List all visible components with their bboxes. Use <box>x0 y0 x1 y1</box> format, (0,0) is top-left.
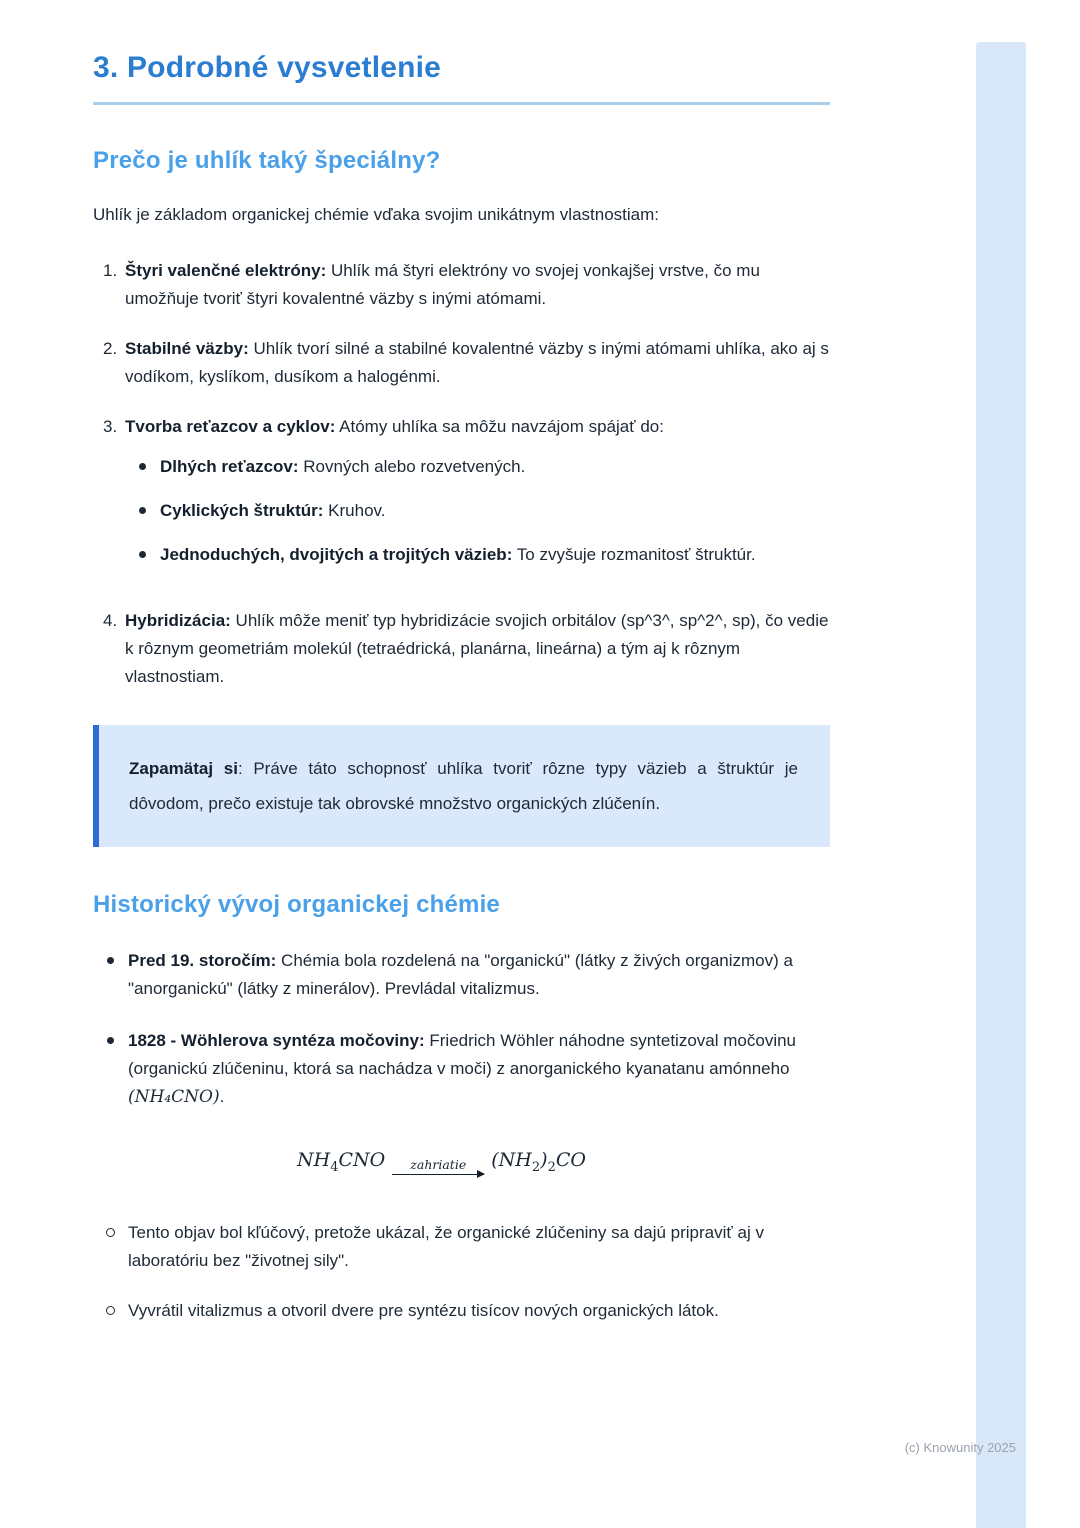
reaction-arrow <box>392 1159 484 1175</box>
bullet-disc-icon <box>139 551 146 558</box>
callout-text <box>129 751 798 821</box>
list-item <box>93 1027 830 1111</box>
bullet-disc-icon <box>139 507 146 514</box>
item-text: Tento objav bol kľúčový, pretože ukázal, že organické zlúčeniny sa dajú pripraviť aj v laboratóriu bez "životnej sily". <box>128 1222 764 1270</box>
formula-lhs <box>297 1149 386 1175</box>
list-item <box>125 453 830 481</box>
list-item <box>125 497 830 525</box>
item-body: Uhlík môže meniť typ hybridizácie svojich orbitálov (sp^3^, sp^2^, sp), čo vedie k rôznym geometriám molekúl (tetraédrická, planárna, lineárna) a tým aj k rôznym vlastnostiam. <box>125 611 829 686</box>
formula-text: NH <box>297 1149 331 1171</box>
bullet-disc-icon <box>107 957 114 964</box>
item-lead: Hybridizácia: <box>125 611 231 630</box>
item-text <box>128 1027 830 1111</box>
document-page <box>93 50 830 1347</box>
item-text <box>125 413 830 585</box>
item-lead: Dlhých reťazcov: <box>160 457 299 476</box>
item-body: Uhlík má štyri elektróny vo svojej vonkajšej vrstve, čo mu umožňuje tvoriť štyri kovalentné väzby s inými atómami. <box>125 261 760 308</box>
item-body: Kruhov. <box>323 501 386 520</box>
item-lead: 1828 - Wöhlerova syntéza močoviny: <box>128 1031 425 1050</box>
item-body: Chémia bola rozdelená na "organickú" (látky z živých organizmov) a "anorganickú" (látky z minerálov). Prevládal vitalizmus. <box>128 951 793 998</box>
formula-text: CNO <box>338 1149 386 1171</box>
item-lead: Štyri valenčné elektróny: <box>125 261 327 280</box>
list-item <box>93 1219 830 1275</box>
item-number: 1. <box>103 261 118 280</box>
list-item <box>103 607 830 691</box>
arrow-label: zahriatie <box>410 1157 467 1172</box>
right-margin-strip <box>976 42 1026 1528</box>
bullet-ring-icon <box>106 1306 115 1315</box>
item-body: Atómy uhlíka sa môžu navzájom spájať do: <box>335 417 664 436</box>
intro-paragraph: Uhlík je základom organickej chémie vďaka svojim unikátnym vlastnostiam: <box>93 205 660 224</box>
history-bullet-list <box>93 947 830 1111</box>
section-heading-carbon: Prečo je uhlík taký špeciálny? <box>93 147 441 174</box>
list-item <box>103 413 830 585</box>
item-body: Friedrich Wöhler náhodne syntetizoval močovinu (organickú zlúčeninu, ktorá sa nachádza v moči) z anorganického kyanatanu amónneho <box>128 1031 796 1078</box>
item-number: 2. <box>103 339 118 358</box>
inline-formula: (NH₄CNO) <box>128 1087 220 1107</box>
title-divider <box>93 102 830 105</box>
formula-text: ) <box>540 1149 548 1171</box>
callout-lead: Zapamätaj si <box>129 759 238 778</box>
reaction-formula <box>93 1149 790 1175</box>
bullet-disc-icon <box>107 1037 114 1044</box>
formula-subscript: 2 <box>531 1159 541 1175</box>
sub-bullet-list <box>125 453 830 569</box>
item-text <box>128 947 830 1003</box>
remember-callout <box>93 725 830 847</box>
formula-text: CO <box>555 1149 586 1171</box>
list-item <box>125 541 830 569</box>
item-text <box>160 497 386 525</box>
callout-body: : Práve táto schopnosť uhlíka tvoriť rôzne typy väzieb a štruktúr je dôvodom, prečo existuje tak obrovské množstvo organických zlúčenín. <box>129 759 798 813</box>
item-body: To zvyšuje rozmanitosť štruktúr. <box>512 545 756 564</box>
item-body: . <box>219 1087 225 1106</box>
bullet-ring-icon <box>106 1228 115 1237</box>
formula-text: (NH <box>491 1149 532 1171</box>
item-lead: Tvorba reťazcov a cyklov: <box>125 417 336 436</box>
formula-rhs <box>491 1149 586 1175</box>
list-item <box>93 1297 830 1325</box>
page-title: 3. Podrobné vysvetlenie <box>93 51 442 84</box>
item-body: Rovných alebo rozvetvených. <box>298 457 526 476</box>
item-text: Vyvrátil vitalizmus a otvoril dvere pre syntézu tisícov nových organických látok. <box>128 1300 719 1320</box>
formula-subscript: 4 <box>330 1159 339 1175</box>
item-text <box>125 335 830 391</box>
item-number: 3. <box>103 417 118 436</box>
formula-subscript: 2 <box>547 1159 556 1175</box>
list-item <box>103 335 830 391</box>
section-heading-history: Historický vývoj organickej chémie <box>93 891 500 918</box>
item-number: 4. <box>103 611 118 630</box>
list-item <box>103 257 830 313</box>
discovery-bullet-list <box>93 1219 830 1325</box>
item-body: Uhlík tvorí silné a stabilné kovalentné väzby s inými atómami uhlíka, ako aj s vodíkom, kyslíkom, dusíkom a halogénmi. <box>125 339 829 386</box>
item-text <box>125 607 830 691</box>
item-lead: Cyklických štruktúr: <box>160 501 324 520</box>
arrow-line-icon <box>392 1174 484 1175</box>
item-text <box>125 257 830 313</box>
list-item <box>93 947 830 1003</box>
bullet-disc-icon <box>139 463 146 470</box>
item-text <box>160 541 756 569</box>
numbered-list <box>103 257 830 691</box>
footer-credit: (c) Knowunity 2025 <box>904 1440 1016 1455</box>
item-lead: Stabilné väzby: <box>125 339 249 358</box>
item-lead: Pred 19. storočím: <box>128 951 277 970</box>
item-text <box>160 453 525 481</box>
item-lead: Jednoduchých, dvojitých a trojitých väzieb: <box>160 545 513 564</box>
